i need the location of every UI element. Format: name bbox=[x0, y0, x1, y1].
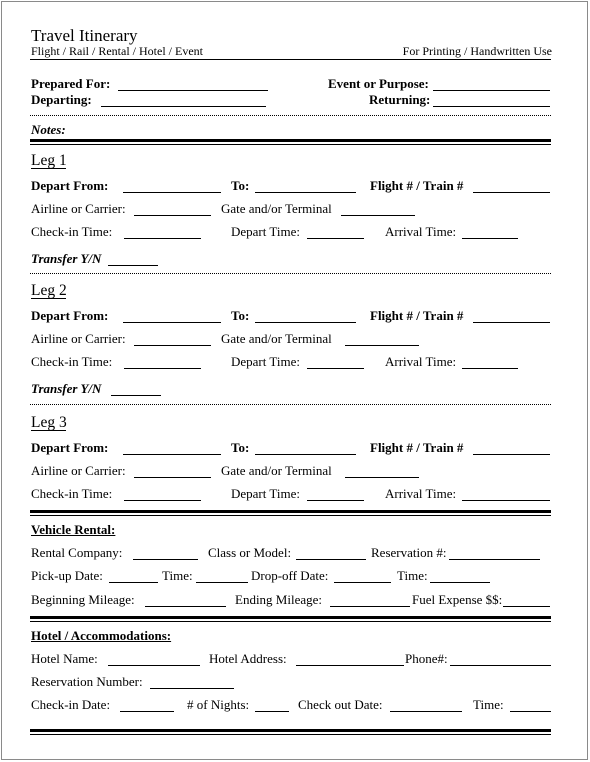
to-label: To: bbox=[231, 178, 250, 193]
gate-terminal-label: Gate and/or Terminal bbox=[221, 463, 332, 478]
transfer-field[interactable] bbox=[111, 395, 161, 396]
checkin-time-label: Check-in Time: bbox=[31, 224, 113, 239]
page-subtitle: Flight / Rail / Rental / Hotel / Event bbox=[31, 44, 203, 58]
rental-company-field[interactable] bbox=[133, 559, 198, 560]
divider bbox=[30, 273, 551, 274]
hotel-address-field[interactable] bbox=[296, 665, 404, 666]
flight-train-label: Flight # / Train # bbox=[370, 178, 464, 193]
rental-company-label: Rental Company: bbox=[31, 545, 123, 560]
reservation-number-field[interactable] bbox=[150, 688, 234, 689]
pickup-time-field[interactable] bbox=[196, 582, 248, 583]
flight-train-label: Flight # / Train # bbox=[370, 440, 464, 455]
airline-field[interactable] bbox=[134, 477, 211, 478]
prepared-for-label: Prepared For: bbox=[31, 76, 111, 91]
airline-field[interactable] bbox=[134, 345, 211, 346]
depart-from-label: Depart From: bbox=[31, 178, 109, 193]
to-label: To: bbox=[231, 308, 250, 323]
arrival-time-field[interactable] bbox=[462, 368, 518, 369]
hotel-name-field[interactable] bbox=[108, 665, 200, 666]
returning-label: Returning: bbox=[369, 92, 431, 107]
fuel-expense-label: Fuel Expense $$: bbox=[412, 592, 503, 607]
checkout-date-field[interactable] bbox=[390, 711, 462, 712]
airline-label: Airline or Carrier: bbox=[31, 331, 126, 346]
vehicle-rental-heading: Vehicle Rental: bbox=[31, 522, 116, 537]
checkout-time-field[interactable] bbox=[510, 711, 551, 712]
gate-terminal-label: Gate and/or Terminal bbox=[221, 331, 332, 346]
reservation-label: Reservation #: bbox=[371, 545, 447, 560]
depart-from-label: Depart From: bbox=[31, 440, 109, 455]
leg-title-underline bbox=[31, 168, 66, 169]
dropoff-date-field[interactable] bbox=[334, 582, 391, 583]
depart-time-label: Depart Time: bbox=[231, 224, 300, 239]
depart-time-label: Depart Time: bbox=[231, 486, 300, 501]
class-model-label: Class or Model: bbox=[208, 545, 292, 560]
dropoff-time-field[interactable] bbox=[430, 582, 490, 583]
flight-train-field[interactable] bbox=[473, 192, 550, 193]
phone-field[interactable] bbox=[450, 665, 551, 666]
checkin-time-label: Check-in Time: bbox=[31, 486, 113, 501]
checkin-time-field[interactable] bbox=[124, 500, 201, 501]
prepared-for-field[interactable] bbox=[118, 90, 268, 91]
arrival-time-field[interactable] bbox=[462, 238, 518, 239]
divider bbox=[30, 404, 551, 405]
hotel-heading: Hotel / Accommodations: bbox=[31, 628, 172, 643]
dropoff-date-label: Drop-off Date: bbox=[251, 568, 329, 583]
flight-train-field[interactable] bbox=[473, 454, 550, 455]
section-rule bbox=[30, 510, 551, 516]
leg-title: Leg 2 bbox=[31, 282, 67, 299]
header-rule bbox=[30, 59, 551, 60]
flight-train-field[interactable] bbox=[473, 322, 550, 323]
checkin-time-field[interactable] bbox=[124, 238, 201, 239]
airline-field[interactable] bbox=[134, 215, 211, 216]
gate-terminal-field[interactable] bbox=[345, 345, 419, 346]
beginning-mileage-label: Beginning Mileage: bbox=[31, 592, 135, 607]
arrival-time-field[interactable] bbox=[462, 500, 550, 501]
checkin-date-field[interactable] bbox=[120, 711, 174, 712]
notes-rule bbox=[30, 139, 551, 145]
pickup-time-label: Time: bbox=[162, 568, 193, 583]
class-model-field[interactable] bbox=[296, 559, 366, 560]
transfer-label: Transfer Y/N bbox=[31, 381, 102, 396]
print-note: For Printing / Handwritten Use bbox=[402, 44, 552, 58]
arrival-time-label: Arrival Time: bbox=[385, 354, 457, 369]
reservation-field[interactable] bbox=[449, 559, 540, 560]
depart-from-field[interactable] bbox=[123, 322, 221, 323]
checkin-time-label: Check-in Time: bbox=[31, 354, 113, 369]
to-label: To: bbox=[231, 440, 250, 455]
checkout-date-label: Check out Date: bbox=[298, 697, 383, 712]
ending-mileage-field[interactable] bbox=[330, 606, 410, 607]
depart-from-field[interactable] bbox=[123, 454, 221, 455]
footer-rule bbox=[30, 729, 551, 735]
to-field[interactable] bbox=[255, 322, 356, 323]
phone-label: Phone#: bbox=[405, 651, 448, 666]
departing-field[interactable] bbox=[101, 106, 266, 107]
leg-title: Leg 1 bbox=[31, 152, 67, 169]
depart-time-field[interactable] bbox=[307, 368, 364, 369]
hotel-address-label: Hotel Address: bbox=[209, 651, 287, 666]
divider bbox=[30, 115, 551, 116]
gate-terminal-field[interactable] bbox=[341, 215, 415, 216]
to-field[interactable] bbox=[255, 454, 356, 455]
departing-label: Departing: bbox=[31, 92, 92, 107]
event-purpose-field[interactable] bbox=[433, 90, 550, 91]
checkout-time-label: Time: bbox=[473, 697, 504, 712]
airline-label: Airline or Carrier: bbox=[31, 201, 126, 216]
pickup-date-label: Pick-up Date: bbox=[31, 568, 103, 583]
leg-title-underline bbox=[31, 298, 66, 299]
nights-field[interactable] bbox=[255, 711, 289, 712]
flight-train-label: Flight # / Train # bbox=[370, 308, 464, 323]
transfer-label: Transfer Y/N bbox=[31, 251, 102, 266]
gate-terminal-label: Gate and/or Terminal bbox=[221, 201, 332, 216]
gate-terminal-field[interactable] bbox=[345, 477, 419, 478]
notes-label: Notes: bbox=[31, 122, 66, 137]
depart-time-label: Depart Time: bbox=[231, 354, 300, 369]
beginning-mileage-field[interactable] bbox=[145, 606, 226, 607]
fuel-expense-field[interactable] bbox=[503, 606, 550, 607]
hotel-name-label: Hotel Name: bbox=[31, 651, 98, 666]
nights-label: # of Nights: bbox=[187, 697, 250, 712]
reservation-number-label: Reservation Number: bbox=[31, 674, 143, 689]
checkin-date-label: Check-in Date: bbox=[31, 697, 111, 712]
airline-label: Airline or Carrier: bbox=[31, 463, 126, 478]
arrival-time-label: Arrival Time: bbox=[385, 486, 457, 501]
depart-from-field[interactable] bbox=[123, 192, 221, 193]
arrival-time-label: Arrival Time: bbox=[385, 224, 457, 239]
dropoff-time-label: Time: bbox=[397, 568, 428, 583]
returning-field[interactable] bbox=[433, 106, 550, 107]
ending-mileage-label: Ending Mileage: bbox=[235, 592, 323, 607]
leg-title: Leg 3 bbox=[31, 414, 67, 431]
pickup-date-field[interactable] bbox=[109, 582, 158, 583]
depart-time-field[interactable] bbox=[307, 238, 364, 239]
depart-from-label: Depart From: bbox=[31, 308, 109, 323]
transfer-field[interactable] bbox=[108, 265, 158, 266]
section-rule bbox=[30, 616, 551, 622]
depart-time-field[interactable] bbox=[307, 500, 364, 501]
checkin-time-field[interactable] bbox=[124, 368, 201, 369]
to-field[interactable] bbox=[255, 192, 356, 193]
leg-title-underline bbox=[31, 430, 66, 431]
page-title: Travel Itinerary bbox=[31, 26, 138, 45]
event-purpose-label: Event or Purpose: bbox=[328, 76, 429, 91]
